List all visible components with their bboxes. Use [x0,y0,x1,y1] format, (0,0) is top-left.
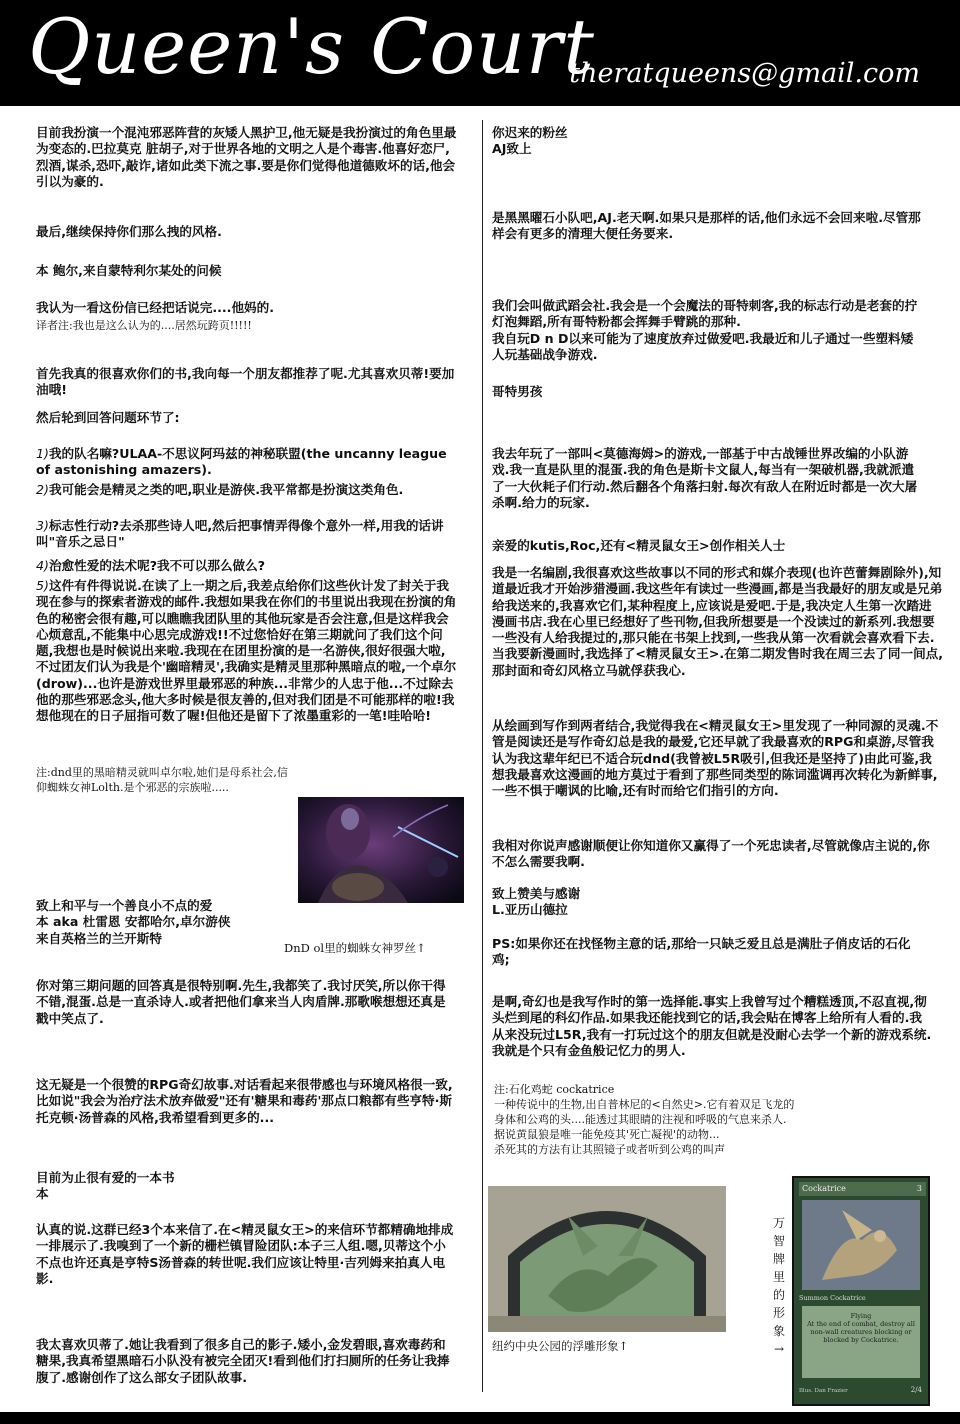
letter-signoff: 致上赞美与感谢 L.亚历山德拉 [492,886,581,918]
reply-paragraph: 是啊,奇幻也是我写作时的第一选择能.事实上我曾写过个糟糕透顶,不忍直视,彻头烂到尾的科幻作品.如果我还能找到它的话,我会贴在博客上给所有人看的.我从来没玩过L5R,我有一打玩过这个的朋友但就是没耐心去学一个新的游戏系统.我就是个只有金鱼般记忆力的男人. [492,994,932,1058]
letter-paragraph: 目前我扮演一个混沌邪恶阵营的灰矮人黑护卫,他无疑是我扮演过的角色里最为变态的.巴拉莫克 脏胡子,对于世界各地的文明之人是个毒害.他喜好恋尸,烈酒,谋杀,恐吓,敲诈,诸如此类下流之事.要是你们觉得他道德败坏的话,他会引以为豪的. [36,125,457,189]
footer-bar [0,1412,960,1424]
cockatrice-note: 注:石化鸡蛇 cockatrice 一种传说中的生物,出自普林尼的<自然史>.它有着双足飞龙的 身体和公鸡的头....能透过其眼睛的注视和呼吸的气息来杀人. 据说黄鼠狼是唯一能免疫其'死亡凝视'的动物... 杀死其的方法有让其照镜子或者听到公鸡的叫声 [494,1083,795,1156]
letter-salutation: 亲爱的kutis,Roc,还有<精灵鼠女王>创作相关人士 [492,538,786,553]
drow-note: 注:dnd里的黑暗精灵就叫卓尔啦,她们是母系社会,信仰蜘蛛女神Lolth.是个邪恶的宗族啦..... [36,766,288,794]
card-rules: At the end of combat, destroy all non-wall creatures blocking or blocked by Cockatrice. [807,1320,915,1344]
reply-paragraph: 认真的说.这群已经3个本来信了.在<精灵鼠女王>的来信环节都精确地排成一排展示了.我嗅到了一个新的栅栏镇冒险团队:本子三人组.嗯,贝蒂这个小不点也许还真是亨特S汤普森的转世呢.我们应该让特里·吉列姆来拍真人电影. [36,1222,454,1286]
answer-number: 4) [36,558,49,573]
letter-paragraph: 然后轮到回答问题环节了: [36,410,180,425]
translator-note: 译者注:我也是这么认为的....居然玩跨页!!!!! [36,319,252,332]
card-type: Summon Cockatrice [799,1294,866,1302]
contact-email: theratqueens@gmail.com [569,58,920,89]
letter-signature: 本 鲍尔,来自蒙特利尔某处的问候 [36,263,222,278]
answer-number: 3) [36,518,49,533]
letter-signoff: 致上和平与一个善良小不点的爱 本 aka 杜雷恩 安都哈尔,卓尔游侠 来自英格兰的兰开斯特 [36,898,231,946]
lolth-caption: DnD ol里的蜘蛛女神罗丝↑ [284,941,426,955]
letter-closing: 最后,继续保持你们那么拽的风格. [36,224,222,239]
left-column [36,125,458,190]
card-caption: 万智牌里的形象→ [772,1216,785,1356]
letter-paragraph: 我们会叫做武蹈会社.我会是一个会魔法的哥特刺客,我的标志行动是老套的拧灯泡舞蹈,所有哥特粉都会挥舞手臂跳的那种. 我自玩D n D以来可能为了速度放弃过做爱吧.我最近和儿子通过一些塑料矮人玩基础战争游戏. [492,298,918,362]
cockatrice-relief-illustration [488,1186,726,1332]
answer-item-1: 1)我的队名嘛?ULAA-不思议阿玛兹的神秘联盟(the uncanny league of astonishing amazers). [36,446,447,478]
letter-postscript: PS:如果你还在找怪物主意的话,那给一只缺乏爱且总是满肚子俏皮话的石化鸡; [492,936,911,968]
letter-paragraph: 我太喜欢贝蒂了.她让我看到了很多自己的影子.矮小,金发碧眼,喜欢毒药和糖果,我真希望黑暗石小队没有被完全团灭!看到他们打扫厕所的任务让我捧腹了.感谢创作了这么部女子团队故事. [36,1337,450,1385]
lolth-image [298,797,464,903]
answer-number: 1) [36,446,49,461]
letter-signoff: 目前为止很有爱的一本书 本 [36,1170,175,1202]
answer-item-5: 5)这件有件得说说.在读了上一期之后,我差点给你们这些伙计发了封关于我现在参与的探索者游戏的邮件.我想如果我在你们的书里说出我现在扮演的角色的秘密会很有趣,可以瞧瞧我团队里的其他玩家是否会注意,但是这样我会心烦意乱,不能集中心思完成游戏!!不过您恰好在第三期就问了我们这个问题,我想也是时候说出来啦.我现在在团里扮演的是一名游侠,很好很强大啦,不过团友们认为我是个'幽暗精灵',我确实是精灵里那种黑暗点的啦,一个卓尔(drow)...也许是游戏世界里最邪恶的种族...非常少的人忠于他...不过除去他的那些邪恶念头,他大多时候是很友善的,但对我们团是不可能那样的啦!我想他现在的日子屈指可数了喔!但他还是留下了浓墨重彩的一笔!哇哈哈! [36,578,457,724]
reply-paragraph: 是黑黑曜石小队吧,AJ.老天啊.如果只是那样的话,他们永远不会回来啦.尽管那样会有更多的清理大便任务要来. [492,210,921,242]
masthead-title: Queen's Court [28,2,595,91]
card-artist: Illus. Dan Frazier [799,1388,848,1394]
answer-item-3: 3)标志性行动?去杀那些诗人吧,然后把事情弄得像个意外一样,用我的话讲叫"音乐之忌日" [36,518,444,550]
answer-item-2: 2)我可能会是精灵之类的吧,职业是游侠.我平常都是扮演这类角色. [36,482,404,497]
letter-signature: 哥特男孩 [492,384,543,399]
letter-paragraph: 我相对你说声感谢顺便让你知道你又赢得了一个死忠读者,尽管就像店主说的,你不怎么需要我啊. [492,838,930,870]
card-keyword: Flying [850,1312,872,1320]
letter-paragraph: 从绘画到写作到两者结合,我觉得我在<精灵鼠女王>里发现了一种同源的灵魂.不管是阅读还是写作奇幻总是我的最爱,它还早就了我最喜欢的RPG和桌游,尽管我认为我这辈年纪已不适合玩dnd(我曾被L5R吸引,但我还是坚持了)由此可鉴,我想我最喜欢这漫画的地方莫过于看到了那些同类型的陈词滥调再次转化为新鲜事,一些不惧于嘲讽的比喻,还有时而给它们指引的方向. [492,718,939,799]
answer-number: 2) [36,482,49,497]
letter-paragraph: 我是一名编剧,我很喜欢这些故事以不同的形式和媒介表现(也许芭蕾舞剧除外),知道最近我才开始涉猎漫画.我这些年有读过一些漫画,都是当我最好的朋友或是兄弟给我送来的,我喜欢它们,某种程度上,应该说是爱吧.于是,我决定人生第一次踏进漫画书店.我在心里已经想好了些刊物,但我所想要是一个没读过的新系列.我想要一些没有人给我提过的,那只能在书架上找到,一些我从第一次看就会喜欢看下去.当我要新漫画时,我选择了<精灵鼠女王>.在第二期发售时我在周三去了同一间点,那封面和奇幻风格立马就俘获我心. [492,565,944,678]
card-power-toughness: 2/4 [910,1386,922,1394]
letter-signoff: 你迟来的粉丝 AJ致上 [492,125,568,157]
reply-paragraph: 我去年玩了一部叫<莫德海姆>的游戏,一部基于中古战锤世界改编的小队游戏.我一直是队里的混蛋.我的角色是斯卡文鼠人,每当有一架破机器,我就派遣了一大伙耗子们行动.然后翻各个角落扫射.每次有敌人在附近时都是一次大屠杀啊.给力的玩家. [492,446,918,510]
card-name: Cockatrice [802,1184,846,1193]
answer-item-4: 4)治愈性爱的法术呢?我不可以那么做么? [36,558,266,573]
column-divider [482,120,483,1392]
answer-number: 5) [36,578,49,593]
letter-paragraph: 首先我真的很喜欢你们的书,我向每一个朋友都推荐了呢.尤其喜欢贝蒂!要加油哦! [36,366,455,398]
reply-paragraph: 我认为一看这份信已经把话说完....他妈的. [36,300,275,315]
reply-paragraph: 你对第三期问题的回答真是很特别啊.先生,我都笑了.我讨厌笑,所以你干得不错,混蛋.总是一直杀诗人.或者把他们拿来当人肉盾牌.那歌喉想想还真是戳中笑点了. [36,978,446,1026]
letter-paragraph: 这无疑是一个很赞的RPG奇幻故事.对话看起来很带感也与环境风格很一致,比如说"我会为治疗法术放弃做爱"还有'糖果和毒药'那点口粮都有些亨特·斯托克顿·汤普森的风格,我希望看到更多的... [36,1077,453,1125]
cockatrice-card [792,1176,930,1406]
relief-image [488,1186,726,1332]
lolth-illustration [298,797,464,903]
masthead-banner [0,0,960,106]
card-art [802,1200,920,1290]
card-cost: 3 [916,1184,922,1193]
relief-caption: 纽约中央公园的浮雕形象↑ [492,1339,629,1353]
